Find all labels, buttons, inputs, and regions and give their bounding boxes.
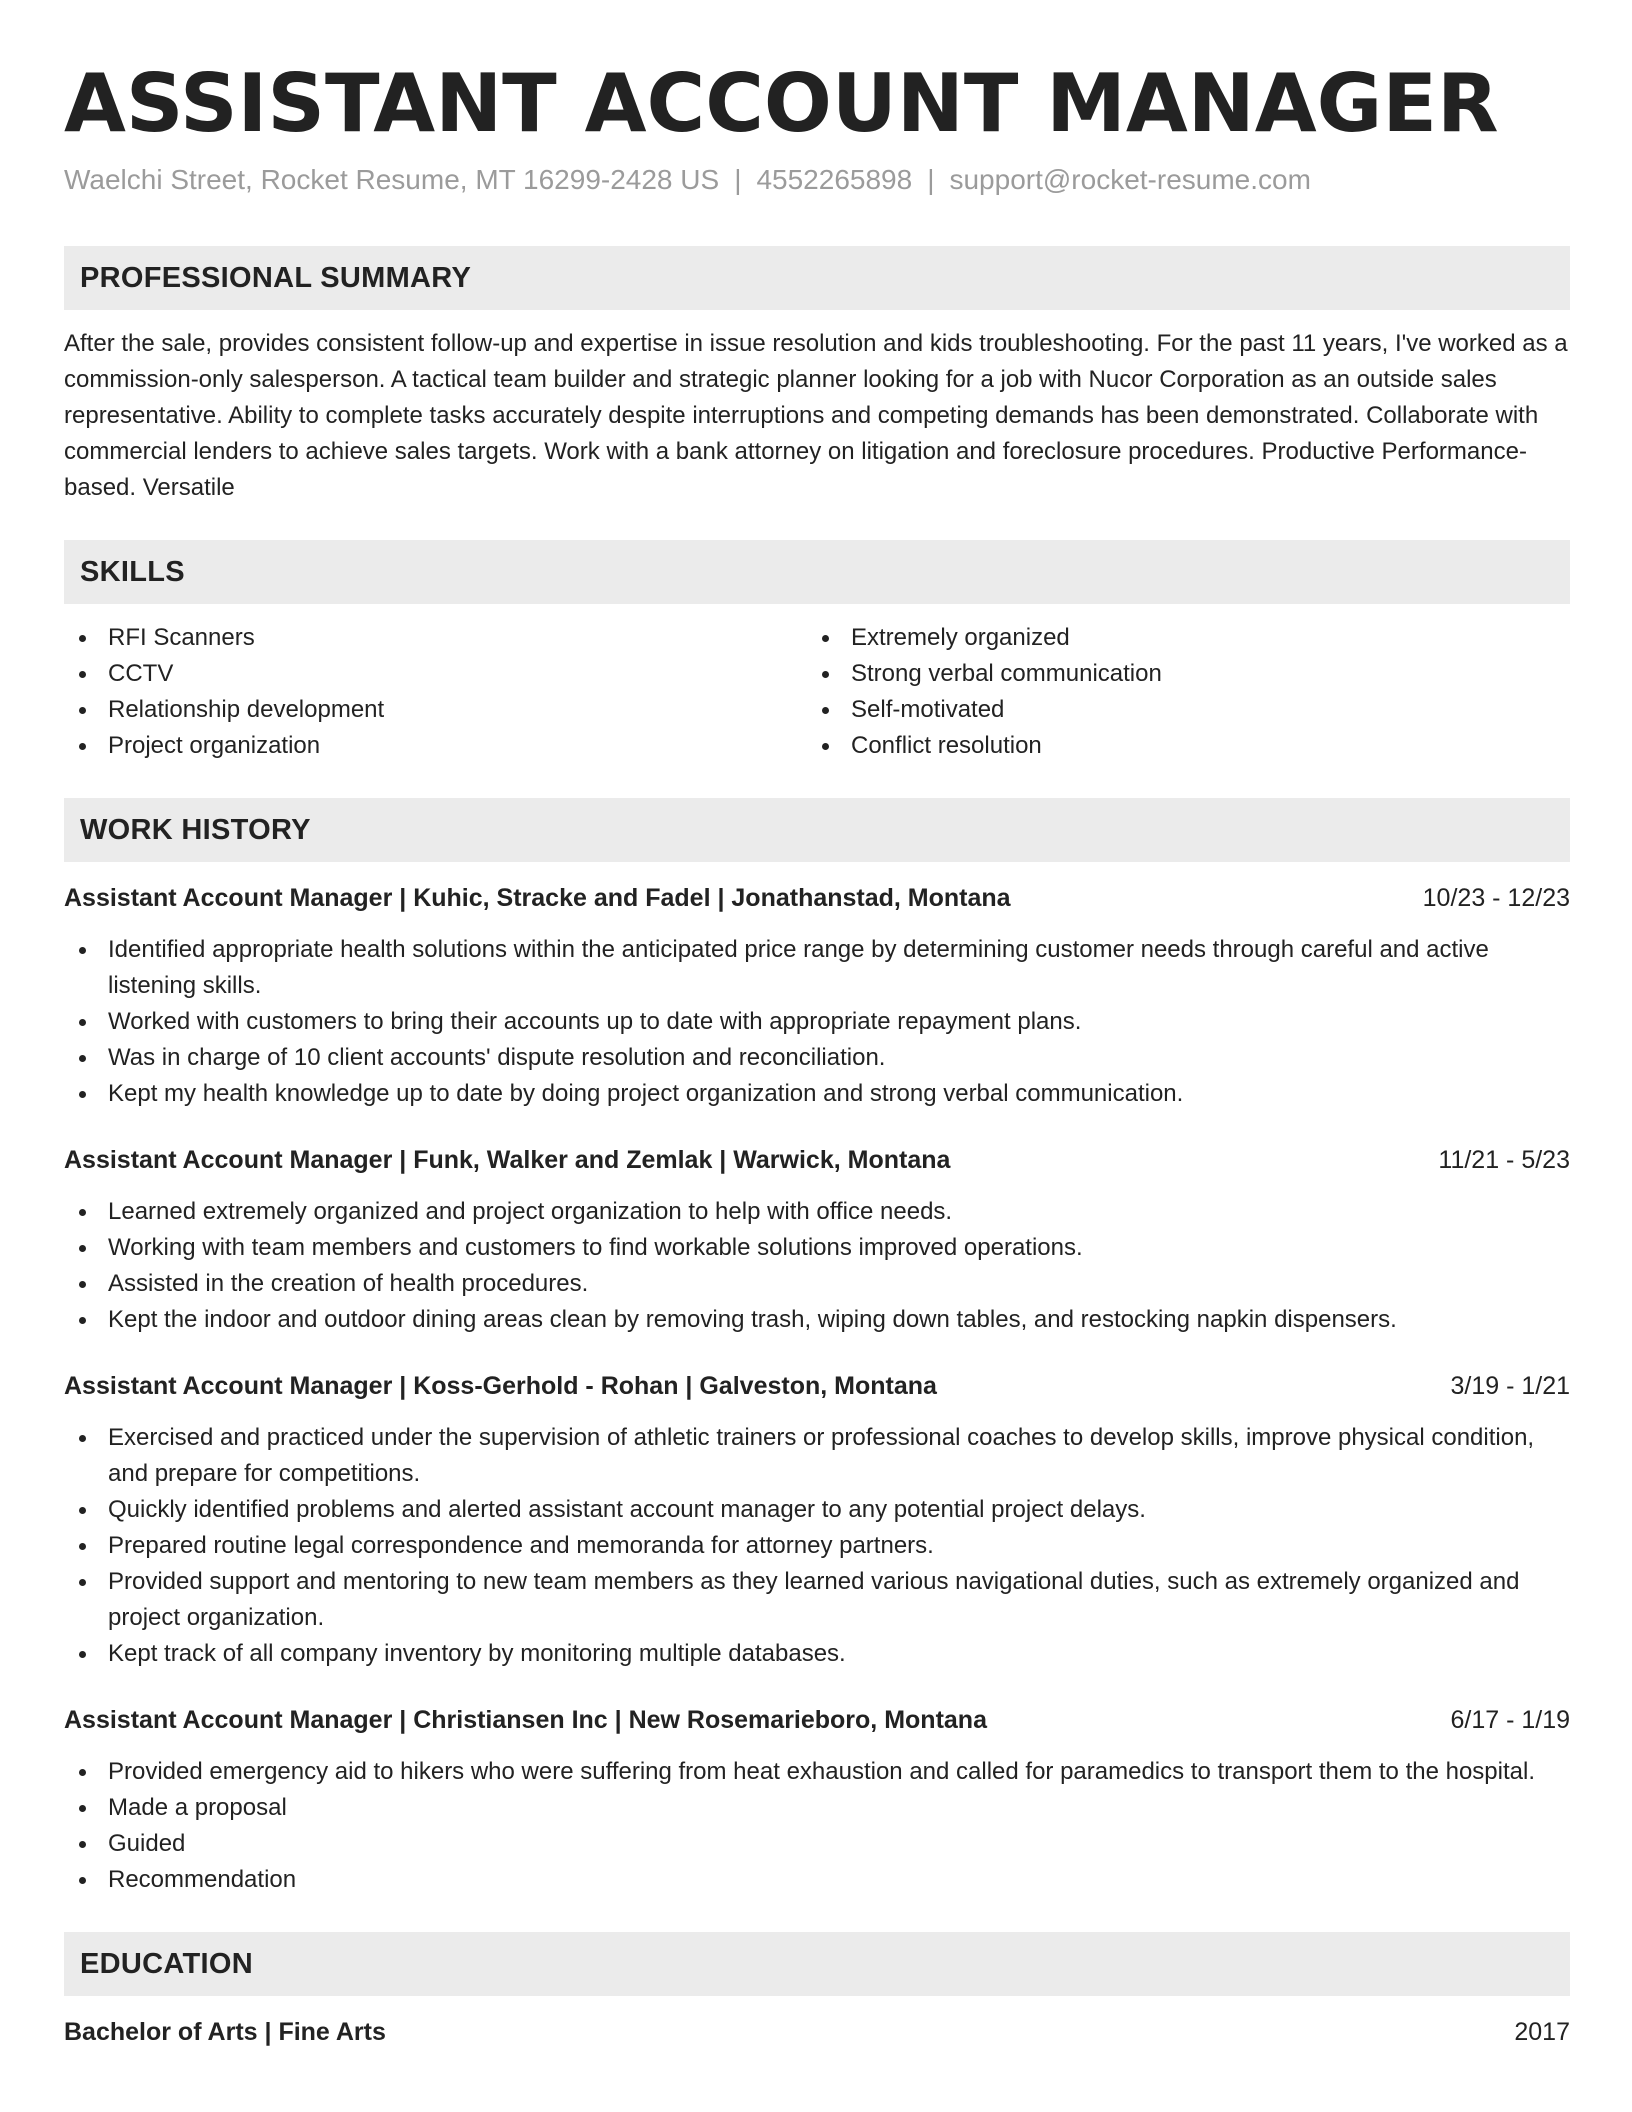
job-duty: Made a proposal xyxy=(64,1790,1570,1826)
skill-item: Conflict resolution xyxy=(807,728,1550,764)
education-year: 2017 xyxy=(1514,2018,1570,2046)
job-duty: Guided xyxy=(64,1826,1570,1862)
resume-name-title: ASSISTANT ACCOUNT MANAGER xyxy=(64,57,1499,150)
job-duty: Prepared routine legal correspondence and memoranda for attorney partners. xyxy=(64,1528,1570,1564)
section-heading-education: EDUCATION xyxy=(64,1932,1570,1996)
job-duty: Learned extremely organized and project organization to help with office needs. xyxy=(64,1194,1570,1230)
skill-item: Self-motivated xyxy=(807,692,1550,728)
job-header xyxy=(64,1368,1570,1404)
skills-list xyxy=(64,620,1570,764)
skills-column-right xyxy=(807,620,1550,764)
skill-item: RFI Scanners xyxy=(64,620,807,656)
job-duty: Was in charge of 10 client accounts' dispute resolution and reconciliation. xyxy=(64,1040,1570,1076)
education-degree: Bachelor of Arts | Fine Arts xyxy=(64,2018,386,2046)
contact-line xyxy=(64,162,1570,198)
job-duties xyxy=(64,1420,1570,1672)
contact-separator: | xyxy=(927,164,935,195)
job-duty: Identified appropriate health solutions within the anticipated price range by determining customer needs through careful and active listening skills. xyxy=(64,932,1570,1004)
contact-separator: | xyxy=(734,164,742,195)
skill-item: CCTV xyxy=(64,656,807,692)
job-duties xyxy=(64,932,1570,1112)
section-heading-summary: PROFESSIONAL SUMMARY xyxy=(64,246,1570,310)
job-duty: Assisted in the creation of health procedures. xyxy=(64,1266,1570,1302)
job-entry xyxy=(64,1702,1570,1898)
job-duty: Working with team members and customers to find workable solutions improved operations. xyxy=(64,1230,1570,1266)
job-duties xyxy=(64,1194,1570,1338)
job-duty: Recommendation xyxy=(64,1862,1570,1898)
job-dates: 6/17 - 1/19 xyxy=(1450,1706,1570,1734)
skill-item: Extremely organized xyxy=(807,620,1550,656)
resume-page xyxy=(64,56,1570,2050)
job-title: Assistant Account Manager | Koss-Gerhold - Rohan | Galveston, Montana xyxy=(64,1372,937,1400)
skill-item: Strong verbal communication xyxy=(807,656,1550,692)
job-title: Assistant Account Manager | Kuhic, Stracke and Fadel | Jonathanstad, Montana xyxy=(64,884,1011,912)
job-header xyxy=(64,880,1570,916)
skill-item: Relationship development xyxy=(64,692,807,728)
job-header xyxy=(64,1702,1570,1738)
summary-text: After the sale, provides consistent follow-up and expertise in issue resolution and kids troubleshooting. For the past 11 years, I've worked as a commission-only salesperson. A tactical team builder and strategic planner looking for a job with Nucor Corporation as an outside sales representative. Ability to complete tasks accurately despite interruptions and competing demands has been demonstrated. Collaborate with commercial lenders to achieve sales targets. Work with a bank attorney on litigation and foreclosure procedures. Productive Performance-based. Versatile xyxy=(64,330,1568,501)
contact-phone: 4552265898 xyxy=(756,164,913,195)
contact-email: support@rocket-resume.com xyxy=(949,164,1311,195)
job-duty: Quickly identified problems and alerted assistant account manager to any potential project delays. xyxy=(64,1492,1570,1528)
job-entry xyxy=(64,880,1570,1112)
contact-address: Waelchi Street, Rocket Resume, MT 16299-2428 US xyxy=(64,164,720,195)
job-dates: 3/19 - 1/21 xyxy=(1450,1372,1570,1400)
skill-item: Project organization xyxy=(64,728,807,764)
section-heading-skills: SKILLS xyxy=(64,540,1570,604)
job-duties xyxy=(64,1754,1570,1898)
education-entry xyxy=(64,2014,1570,2050)
job-entry xyxy=(64,1368,1570,1672)
job-duty: Kept track of all company inventory by monitoring multiple databases. xyxy=(64,1636,1570,1672)
section-heading-work-history: WORK HISTORY xyxy=(64,798,1570,862)
job-dates: 11/21 - 5/23 xyxy=(1438,1146,1570,1174)
job-duty: Kept my health knowledge up to date by doing project organization and strong verbal communication. xyxy=(64,1076,1570,1112)
job-dates: 10/23 - 12/23 xyxy=(1422,884,1570,912)
job-duty: Worked with customers to bring their accounts up to date with appropriate repayment plans. xyxy=(64,1004,1570,1040)
job-duty: Exercised and practiced under the supervision of athletic trainers or professional coaches to develop skills, improve physical condition, and prepare for competitions. xyxy=(64,1420,1570,1492)
job-duty: Provided emergency aid to hikers who were suffering from heat exhaustion and called for paramedics to transport them to the hospital. xyxy=(64,1754,1570,1790)
skills-column-left xyxy=(64,620,807,764)
job-duty: Kept the indoor and outdoor dining areas clean by removing trash, wiping down tables, and restocking napkin dispensers. xyxy=(64,1302,1570,1338)
job-entry xyxy=(64,1142,1570,1338)
job-header xyxy=(64,1142,1570,1178)
job-title: Assistant Account Manager | Christiansen Inc | New Rosemarieboro, Montana xyxy=(64,1706,987,1734)
job-title: Assistant Account Manager | Funk, Walker and Zemlak | Warwick, Montana xyxy=(64,1146,951,1174)
job-duty: Provided support and mentoring to new team members as they learned various navigational duties, such as extremely organized and project organization. xyxy=(64,1564,1570,1636)
